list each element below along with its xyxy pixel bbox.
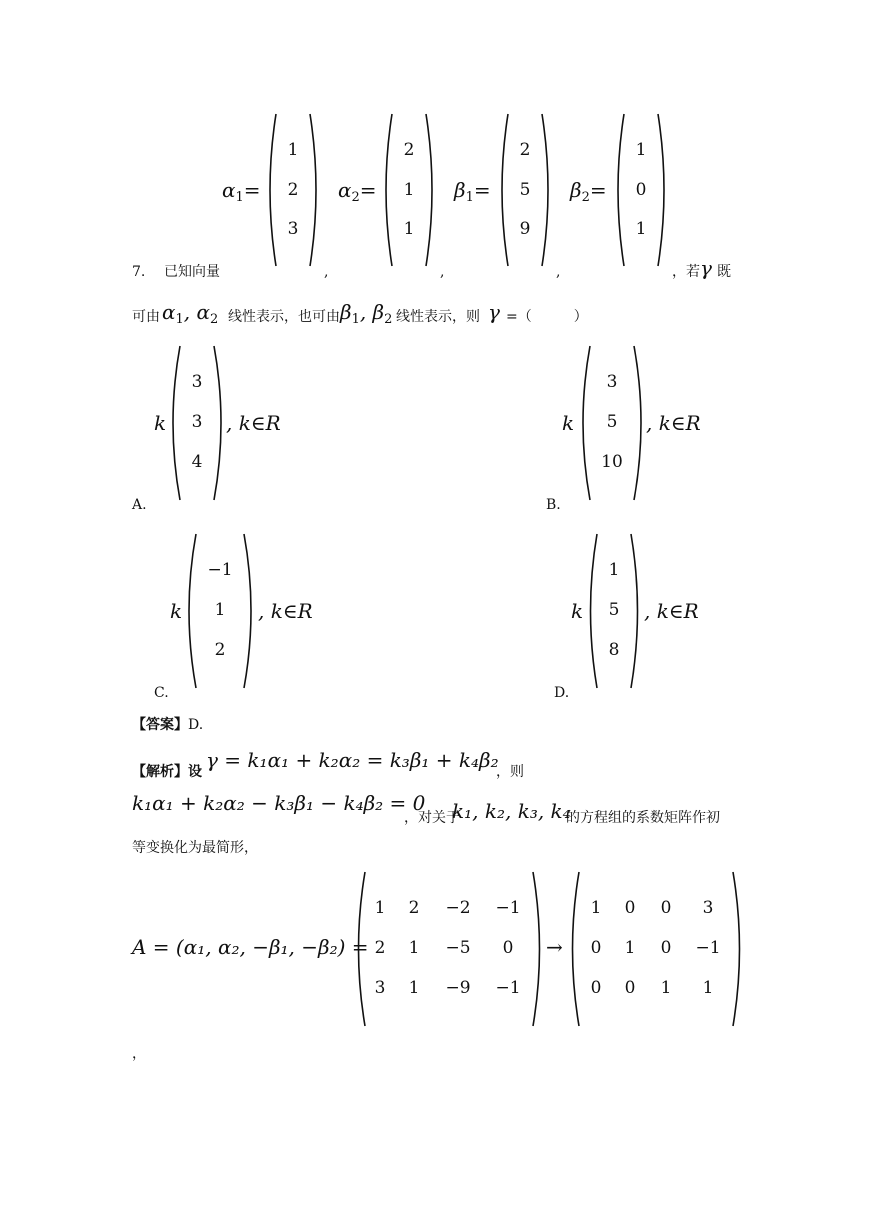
- option-d-vector: [584, 530, 644, 692]
- question-line2-c: 线性表示，则: [396, 309, 480, 325]
- vector-cell: 2: [403, 140, 415, 160]
- option-letter: C.: [154, 685, 169, 701]
- math-alpha1-alpha2: $\alpha_1$, $\alpha_2$: [162, 300, 219, 327]
- question-ruo: ，若: [672, 264, 700, 280]
- solution-text-a: ，对关于: [404, 810, 460, 826]
- matrix-label: A = (α₁, α₂, −β₁, −β₂) =: [132, 935, 369, 959]
- question-line2-d: =（ ）: [506, 309, 588, 325]
- matrix-cell: −1: [495, 978, 521, 998]
- vector-alpha1: [264, 110, 322, 270]
- matrix-cell: 1: [374, 898, 386, 918]
- solution-vars: k₁, k₂, k₃, k₄: [452, 799, 571, 823]
- matrix-cell: 3: [374, 978, 386, 998]
- matrix-left: [352, 868, 546, 1030]
- trailing-comma: ，: [132, 1046, 146, 1062]
- vector-alpha2: [380, 110, 438, 270]
- solution-label-text: 【解析】设: [132, 764, 202, 780]
- matrix-right: [566, 868, 746, 1030]
- vector-cell: 2: [214, 640, 226, 660]
- separator: ,: [324, 264, 329, 280]
- option-letter: D.: [554, 685, 570, 701]
- vector-label-alpha1: $\alpha_1=$: [222, 178, 261, 205]
- matrix-cell: 0: [624, 898, 636, 918]
- solution-label: [132, 764, 202, 780]
- option-letter: B.: [546, 497, 561, 513]
- vector-beta1: [496, 110, 554, 270]
- option-c-vector: [182, 530, 258, 692]
- separator: ,: [556, 264, 561, 280]
- vector-cell: 1: [403, 219, 415, 239]
- matrix-cell: 2: [408, 898, 420, 918]
- vector-cell: 2: [287, 180, 299, 200]
- matrix-cell: 0: [660, 938, 672, 958]
- vector-cell: 1: [608, 560, 620, 580]
- question-line2-a: 可由: [132, 309, 160, 325]
- question-number: 7.: [132, 264, 146, 280]
- option-b-vector: [576, 342, 648, 504]
- question-line2-b: 线性表示，也可由: [228, 309, 340, 325]
- vector-cell: −1: [207, 560, 233, 580]
- matrix-cell: 0: [502, 938, 514, 958]
- vector-cell: 3: [191, 372, 203, 392]
- math-beta1-beta2: $\beta_1$, $\beta_2$: [340, 300, 393, 327]
- arrow: →: [546, 935, 563, 959]
- vector-cell: 10: [601, 452, 623, 472]
- vector-label-beta2: $\beta_2=$: [570, 178, 607, 205]
- question-intro: 已知向量: [164, 264, 220, 280]
- k-symbol: k: [571, 599, 584, 623]
- matrix-cell: 1: [590, 898, 602, 918]
- vector-cell: 3: [287, 219, 299, 239]
- matrix-cell: 0: [590, 938, 602, 958]
- vector-cell: 1: [635, 219, 647, 239]
- k-symbol: k: [154, 411, 167, 435]
- k-symbol: k: [170, 599, 183, 623]
- vector-label-beta1: $\beta_1=$: [454, 178, 491, 205]
- answer: [132, 717, 203, 733]
- vector-cell: 2: [519, 140, 531, 160]
- matrix-cell: −1: [495, 898, 521, 918]
- option-suffix: , k∈R: [226, 411, 281, 435]
- matrix-cell: −9: [445, 978, 471, 998]
- vector-cell: 5: [606, 412, 618, 432]
- matrix-cell: 1: [624, 938, 636, 958]
- solution-eq1: γ = k₁α₁ + k₂α₂ = k₃β₁ + k₄β₂: [206, 748, 499, 772]
- vector-beta2: [612, 110, 670, 270]
- vector-cell: 5: [519, 180, 531, 200]
- gamma-symbol: γ: [488, 300, 500, 324]
- matrix-cell: 0: [590, 978, 602, 998]
- vector-cell: 3: [191, 412, 203, 432]
- solution-text-b: 的方程组的系数矩阵作初: [566, 810, 720, 826]
- solution-then: ，则: [496, 764, 524, 780]
- matrix-cell: −2: [445, 898, 471, 918]
- matrix-cell: 0: [660, 898, 672, 918]
- matrix-cell: 3: [702, 898, 714, 918]
- solution-eq2: k₁α₁ + k₂α₂ − k₃β₁ − k₄β₂ = 0: [132, 791, 426, 815]
- vector-cell: 4: [191, 452, 203, 472]
- option-letter: A.: [132, 497, 147, 513]
- vector-cell: 1: [214, 600, 226, 620]
- vector-label-alpha2: $\alpha_2=$: [338, 178, 377, 205]
- vector-cell: 3: [606, 372, 618, 392]
- vector-cell: 1: [635, 140, 647, 160]
- vector-cell: 0: [635, 180, 647, 200]
- option-suffix: , k∈R: [646, 411, 701, 435]
- vector-cell: 8: [608, 640, 620, 660]
- vector-cell: 1: [287, 140, 299, 160]
- matrix-cell: −5: [445, 938, 471, 958]
- vector-cell: 9: [519, 219, 531, 239]
- matrix-cell: 2: [374, 938, 386, 958]
- matrix-cell: 1: [702, 978, 714, 998]
- answer-label: 【答案】: [132, 717, 188, 733]
- vector-cell: 1: [403, 180, 415, 200]
- solution-text-c: 等变换化为最简形，: [132, 840, 258, 856]
- option-a-vector: [166, 342, 228, 504]
- matrix-cell: −1: [695, 938, 721, 958]
- option-suffix: , k∈R: [644, 599, 699, 623]
- matrix-cell: 1: [408, 938, 420, 958]
- gamma-symbol: γ: [700, 256, 712, 280]
- answer-value: D.: [188, 717, 204, 733]
- vector-cell: 5: [608, 600, 620, 620]
- question-ji: 既: [717, 264, 731, 280]
- option-suffix: , k∈R: [258, 599, 313, 623]
- matrix-cell: 1: [660, 978, 672, 998]
- k-symbol: k: [562, 411, 575, 435]
- matrix-cell: 1: [408, 978, 420, 998]
- separator: ,: [440, 264, 445, 280]
- matrix-cell: 0: [624, 978, 636, 998]
